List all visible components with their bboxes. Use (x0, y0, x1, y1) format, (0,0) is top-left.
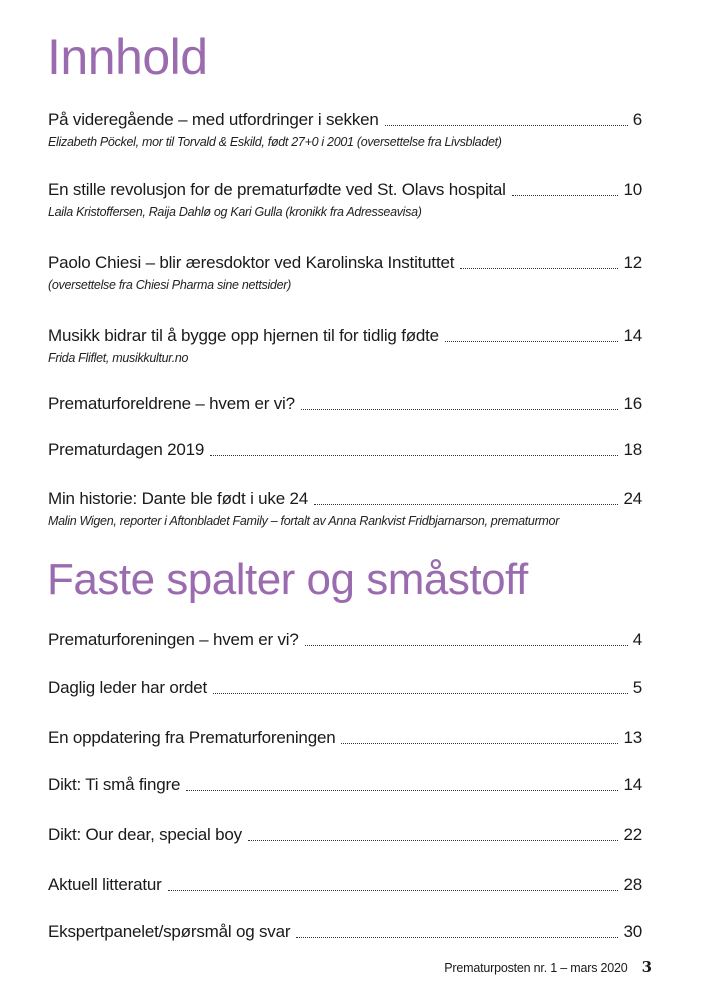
dot-leader (445, 340, 619, 342)
dot-leader (213, 692, 628, 694)
page-footer (430, 958, 652, 976)
toc-entry-page: 18 (623, 440, 642, 459)
toc-entry-title: En stille revolusjon for de prematurfødte ved St. Olavs hospital (48, 180, 506, 199)
dot-leader (186, 789, 618, 791)
toc-entry[interactable] (48, 875, 642, 895)
toc-entry-page: 30 (623, 922, 642, 941)
toc-entry-byline: Laila Kristoffersen, Raija Dahlø og Kari Gulla (kronikk fra Adresseavisa) (48, 205, 422, 219)
toc-entry[interactable] (48, 326, 642, 366)
toc-entry[interactable] (48, 630, 642, 650)
toc-entry-title: Min historie: Dante ble født i uke 24 (48, 489, 309, 508)
toc-entry-page: 12 (623, 253, 642, 272)
toc-entry-title: Paolo Chiesi – blir æresdoktor ved Karolinska Instituttet (48, 253, 455, 272)
publication-info: Prematurposten nr. 1 – mars 2020 (444, 961, 628, 975)
dot-leader (248, 839, 619, 841)
toc-entry-page: 14 (623, 775, 642, 794)
dot-leader (301, 408, 619, 410)
toc-entry-page: 24 (623, 489, 642, 508)
toc-entry[interactable] (48, 922, 642, 942)
dot-leader (168, 889, 619, 891)
toc-entry-title: Aktuell litteratur (48, 875, 162, 894)
toc-entry-title: Prematurforeningen – hvem er vi? (48, 630, 299, 649)
toc-entry-byline: Frida Fliflet, musikkultur.no (48, 351, 189, 365)
toc-entry-page: 4 (632, 630, 642, 649)
toc-entry-title: Musikk bidrar til å bygge opp hjernen til for tidlig fødte (48, 326, 439, 345)
toc-entry-page: 6 (632, 110, 642, 129)
toc-entry-title: En oppdatering fra Prematurforeningen (48, 728, 336, 747)
toc-entry-byline: Elizabeth Pöckel, mor til Torvald & Eskild, født 27+0 i 2001 (oversettelse fra Livsbladet) (48, 135, 502, 149)
toc-entry[interactable] (48, 180, 642, 220)
dot-leader (314, 503, 618, 505)
toc-entry[interactable] (48, 825, 642, 845)
toc-entry-page: 14 (623, 326, 642, 345)
toc-entry-page: 13 (623, 728, 642, 747)
dot-leader (305, 644, 628, 646)
toc-entry-page: 10 (623, 180, 642, 199)
toc-entry-page: 28 (623, 875, 642, 894)
toc-entry-title: Daglig leder har ordet (48, 678, 208, 697)
toc-entry-title: På videregående – med utfordringer i sekken (48, 110, 379, 129)
toc-entry[interactable] (48, 775, 642, 795)
toc-entry[interactable] (48, 394, 642, 414)
toc-entry-page: 5 (632, 678, 642, 697)
toc-entry-page: 22 (623, 825, 642, 844)
toc-entry-title: Prematurdagen 2019 (48, 440, 205, 459)
dot-leader (385, 124, 628, 126)
toc-entry-byline: (oversettelse fra Chiesi Pharma sine nettsider) (48, 278, 291, 292)
dot-leader (460, 267, 618, 269)
dot-leader (512, 194, 619, 196)
toc-entry[interactable] (48, 728, 642, 748)
section-title: Faste spalter og småstoff (47, 555, 528, 604)
toc-entry-title: Ekspertpanelet/spørsmål og svar (48, 922, 291, 941)
toc-entry-title: Prematurforeldrene – hvem er vi? (48, 394, 295, 413)
toc-entry-page: 16 (623, 394, 642, 413)
dot-leader (341, 742, 618, 744)
dot-leader (296, 936, 618, 938)
toc-entry[interactable] (48, 110, 642, 150)
toc-entry-byline: Malin Wigen, reporter i Aftonbladet Family – fortalt av Anna Rankvist Fridbjarnarson, prematurmor (48, 514, 560, 528)
toc-entry[interactable] (48, 678, 642, 698)
toc-entry[interactable] (48, 253, 642, 293)
page-number: 3 (641, 958, 652, 976)
toc-entry-title: Dikt: Our dear, special boy (48, 825, 242, 844)
page-title: Innhold (47, 29, 208, 85)
toc-entry[interactable] (48, 489, 642, 529)
toc-entry[interactable] (48, 440, 642, 460)
dot-leader (210, 454, 618, 456)
toc-entry-title: Dikt: Ti små fingre (48, 775, 181, 794)
